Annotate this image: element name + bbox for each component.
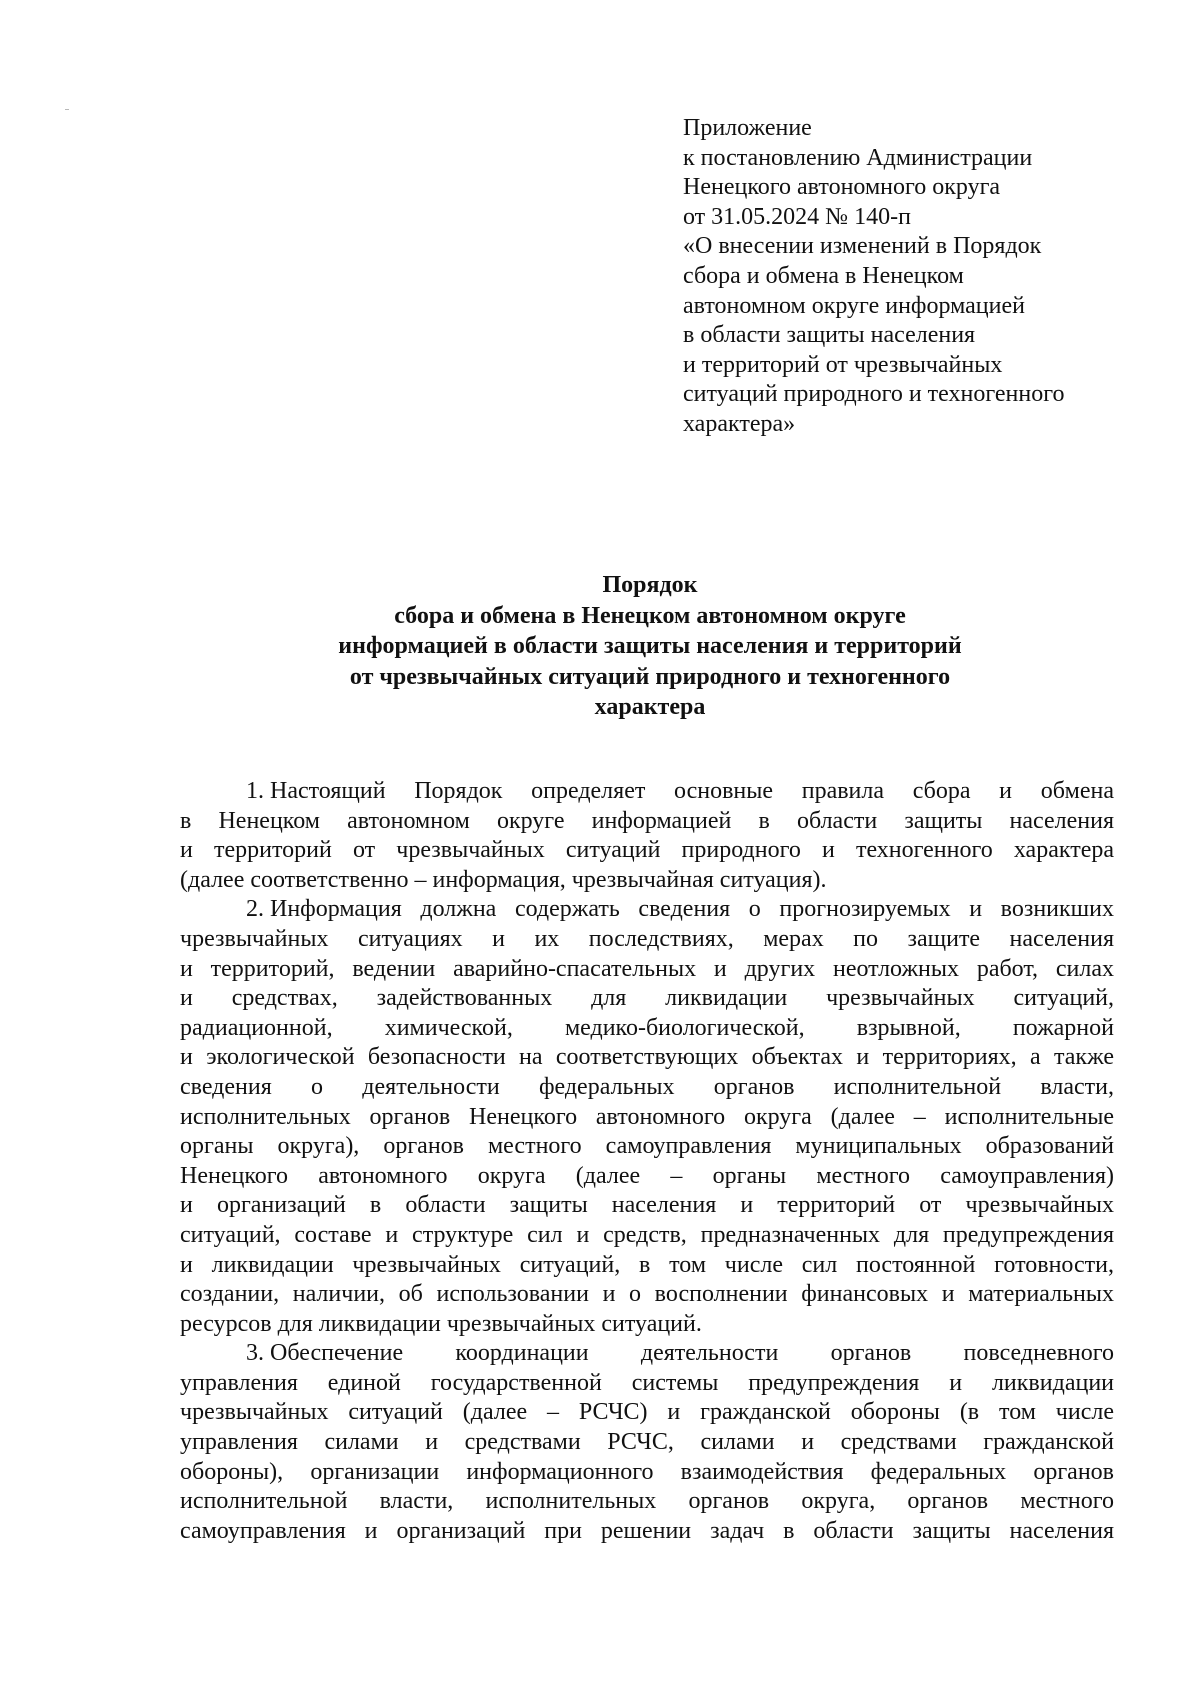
appendix-line: ситуаций природного и техногенного xyxy=(683,381,1065,408)
title-line: от чрезвычайных ситуаций природного и техногенного xyxy=(349,663,951,690)
appendix-line: характера» xyxy=(683,410,796,437)
paragraph-number: 1. xyxy=(246,778,264,804)
paragraph-line: чрезвычайных ситуаций (далее – РСЧС) и гражданской обороны (в том числе xyxy=(180,1399,1114,1426)
paragraph-line: органы округа), органов местного самоуправления муниципальных образований xyxy=(180,1133,1114,1160)
paragraph-line: обороны), организации информационного взаимодействия федеральных органов xyxy=(180,1458,1114,1485)
scan-artifact xyxy=(65,109,69,110)
paragraph-text: Настоящий Порядок определяет основные правила сбора и обмена xyxy=(270,778,1114,804)
paragraph-line: исполнительных органов Ненецкого автономного округа (далее – исполнительные xyxy=(180,1103,1114,1130)
paragraph-line: и средствах, задействованных для ликвидации чрезвычайных ситуаций, xyxy=(180,985,1114,1012)
paragraph-number: 3. xyxy=(246,1340,264,1367)
paragraph-line xyxy=(180,1339,1114,1369)
paragraph-text: Обеспечение координации деятельности органов повседневного xyxy=(270,1340,1114,1367)
paragraph-line: чрезвычайных ситуациях и их последствиях, мерах по защите населения xyxy=(180,925,1114,952)
paragraph-line: сведения о деятельности федеральных органов исполнительной власти, xyxy=(180,1073,1114,1100)
paragraph-line: управления силами и средствами РСЧС, силами и средствами гражданской xyxy=(180,1429,1114,1456)
appendix-line: «О внесении изменений в Порядок xyxy=(683,233,1042,260)
paragraph-line: и экологической безопасности на соответствующих объектах и территориях, а также xyxy=(180,1044,1114,1071)
appendix-line: от 31.05.2024 № 140-п xyxy=(683,203,911,230)
document-title xyxy=(180,570,1120,723)
paragraph-line: ресурсов для ликвидации чрезвычайных ситуаций. xyxy=(180,1310,702,1337)
paragraph-line: и территорий, ведении аварийно-спасательных и других неотложных работ, силах xyxy=(180,955,1114,982)
title-line: Порядок xyxy=(602,572,698,598)
appendix-line: и территорий от чрезвычайных xyxy=(683,351,1003,378)
paragraph-line: (далее соответственно – информация, чрезвычайная ситуация). xyxy=(180,866,827,893)
appendix-block xyxy=(683,114,1123,440)
paragraph-3 xyxy=(180,1339,1114,1546)
paragraph-line: управления единой государственной системы предупреждения и ликвидации xyxy=(180,1369,1114,1396)
paragraph-line: радиационной, химической, медико-биологической, взрывной, пожарной xyxy=(180,1014,1114,1041)
paragraph-line: Ненецкого автономного округа (далее – органы местного самоуправления) xyxy=(180,1162,1114,1189)
paragraph-line: и ликвидации чрезвычайных ситуаций, в том числе сил постоянной готовности, xyxy=(180,1251,1114,1278)
appendix-line: Приложение xyxy=(683,115,812,141)
paragraph-line: и территорий от чрезвычайных ситуаций природного и техногенного характера xyxy=(180,837,1114,864)
paragraph-line: ситуаций, составе и структуре сил и средств, предназначенных для предупреждения xyxy=(180,1221,1114,1248)
title-line: сбора и обмена в Ненецком автономном округе xyxy=(394,602,906,629)
paragraph-line: исполнительной власти, исполнительных органов округа, органов местного xyxy=(180,1488,1114,1515)
appendix-line: в области защиты населения xyxy=(683,322,976,349)
appendix-line: сбора и обмена в Ненецком xyxy=(683,262,964,289)
paragraph-2 xyxy=(180,895,1114,1339)
title-line: характера xyxy=(594,694,706,720)
paragraph-text: Информация должна содержать сведения о прогнозируемых и возникших xyxy=(270,896,1114,923)
paragraph-line xyxy=(180,777,1114,807)
paragraph-line: и организаций в области защиты населения и территорий от чрезвычайных xyxy=(180,1192,1114,1219)
paragraph-line xyxy=(180,895,1114,925)
paragraph-number: 2. xyxy=(246,896,264,923)
title-line: информацией в области защиты населения и территорий xyxy=(338,633,962,659)
paragraph-line: создании, наличии, об использовании и о восполнении финансовых и материальных xyxy=(180,1281,1114,1308)
document-body xyxy=(180,777,1114,1546)
paragraph-line: самоуправления и организаций при решении задач в области защиты населения xyxy=(180,1517,1114,1544)
paragraph-1 xyxy=(180,777,1114,895)
paragraph-line: в Ненецком автономном округе информацией в области защиты населения xyxy=(180,807,1114,834)
appendix-line: Ненецкого автономного округа xyxy=(683,174,1001,201)
appendix-line: автономном округе информацией xyxy=(683,292,1025,319)
appendix-line: к постановлению Администрации xyxy=(683,144,1033,171)
